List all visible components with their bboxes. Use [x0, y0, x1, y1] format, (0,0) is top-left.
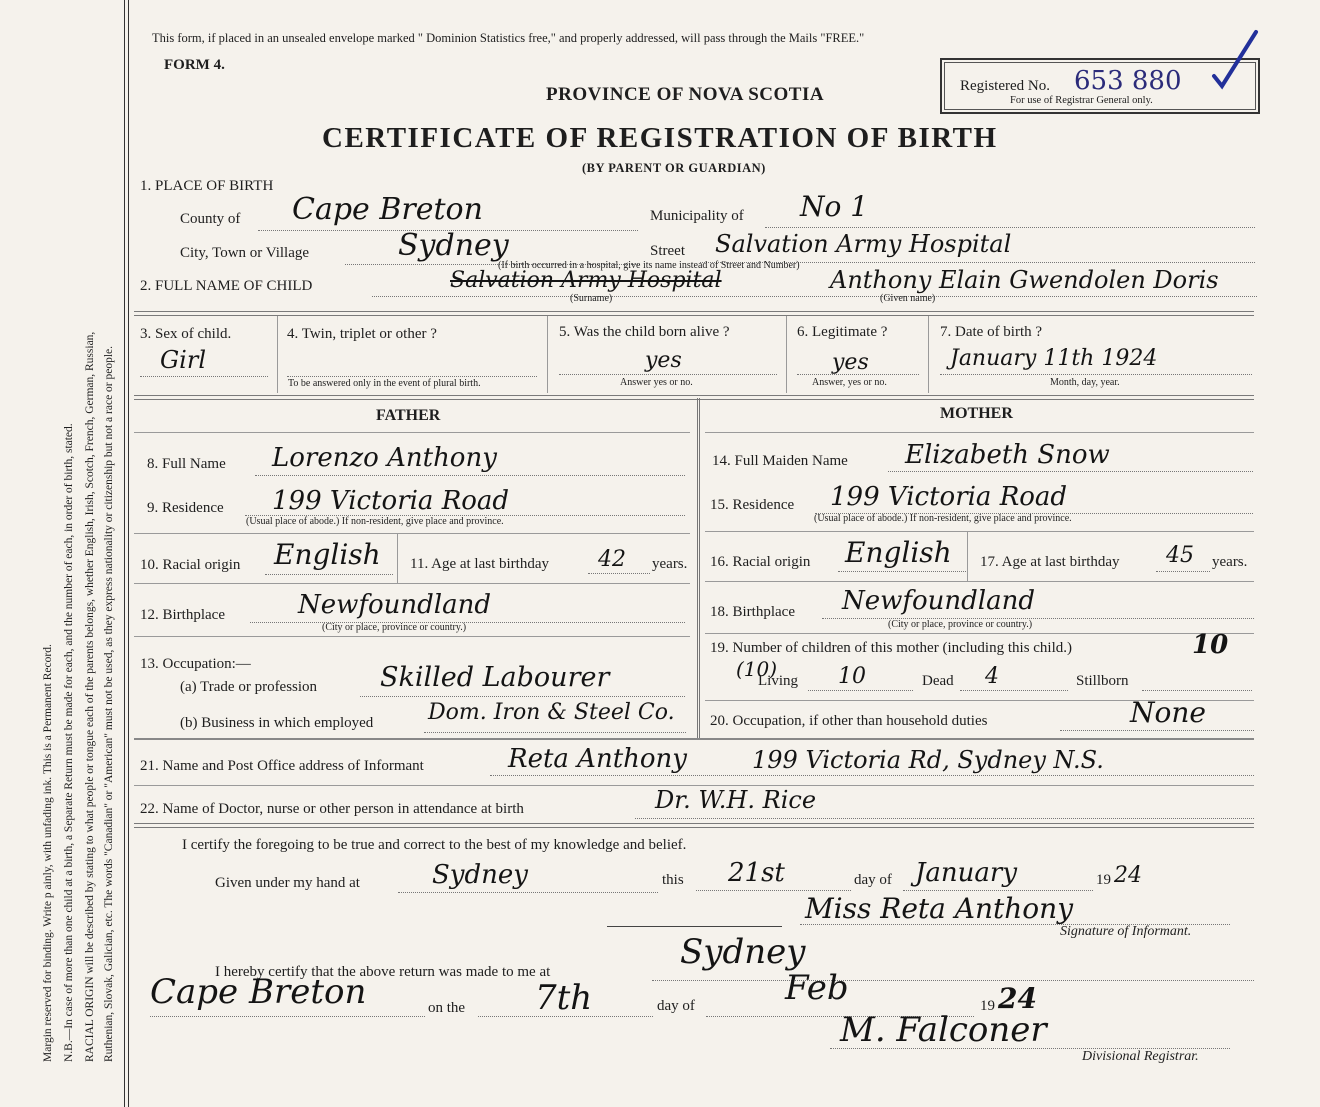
father-name-label: 8. Full Name	[147, 456, 226, 472]
mother-age-label: 17. Age at last birthday	[980, 554, 1120, 570]
registrar-statement: I hereby certify that the above return was made to me at	[215, 964, 551, 980]
dob-label: 7. Date of birth ?	[940, 324, 1043, 340]
registrar-day: 7th	[535, 978, 593, 1018]
mail-notice: This form, if placed in an unsealed envelope marked " Dominion Statistics free," and properly addressed, will pass through the Mails "FREE."	[152, 31, 865, 45]
children-count-mark: (10)	[736, 657, 778, 681]
dob-note: Month, day, year.	[1050, 377, 1120, 388]
born-alive-note: Answer yes or no.	[620, 377, 693, 388]
dob-value: January 11th 1924	[950, 346, 1158, 371]
registered-number: 653 880	[1074, 66, 1182, 96]
mother-heading: MOTHER	[940, 405, 1013, 422]
registrar-county: Cape Breton	[150, 972, 367, 1012]
document-title: CERTIFICATE OF REGISTRATION OF BIRTH	[322, 122, 998, 154]
children-count-label: 19. Number of children of this mother (including this child.)	[710, 640, 1073, 656]
certify-year: 24	[1114, 863, 1142, 888]
registrar-year-prefix: 19	[980, 998, 995, 1014]
registrar-signature: M. Falconer	[840, 1010, 1047, 1050]
mother-residence-note: (Usual place of abode.) If non-resident, give place and province.	[814, 513, 1072, 524]
legitimate-value: yes	[832, 350, 869, 375]
legitimate-label: 6. Legitimate ?	[797, 324, 888, 340]
mother-birthplace-label: 18. Birthplace	[710, 604, 795, 620]
city-label: City, Town or Village	[180, 245, 310, 261]
registrar-place: Sydney	[680, 932, 806, 972]
doctor-label: 22. Name of Doctor, nurse or other person in attendance at birth	[140, 801, 524, 817]
father-birthplace-value: Newfoundland	[298, 590, 492, 620]
father-birthplace-note: (City or place, province or country.)	[322, 622, 467, 633]
registrar-year: 24	[998, 982, 1037, 1015]
margin-rule	[124, 0, 125, 1107]
living-label: Living	[758, 673, 798, 689]
father-residence-value: 199 Victoria Road	[272, 486, 510, 516]
born-alive-value: yes	[645, 348, 682, 373]
father-years-label: years.	[652, 556, 688, 572]
certify-month: January	[915, 858, 1018, 888]
divider-rule	[134, 823, 1254, 828]
mother-racial-label: 16. Racial origin	[710, 554, 811, 570]
business-value: Dom. Iron & Steel Co.	[428, 700, 675, 725]
mother-racial-value: English	[845, 536, 952, 569]
trade-label: (a) Trade or profession	[180, 679, 318, 695]
this-label: this	[662, 872, 684, 888]
registrar-day-of-label: day of	[657, 998, 695, 1014]
twin-note: To be answered only in the event of plural birth.	[288, 378, 481, 389]
father-age-label: 11. Age at last birthday	[410, 556, 549, 572]
mother-name-label: 14. Full Maiden Name	[712, 453, 848, 469]
mother-residence-value: 199 Victoria Road	[830, 482, 1068, 512]
registrar-note: For use of Registrar General only.	[1010, 95, 1153, 106]
father-age-value: 42	[598, 547, 626, 572]
hospital-note: (If birth occurred in a hospital, give its name instead of Street and Number)	[498, 260, 800, 271]
twin-label: 4. Twin, triplet or other ?	[287, 326, 437, 342]
mother-years-label: years.	[1212, 554, 1248, 570]
sex-label: 3. Sex of child.	[140, 326, 232, 342]
day-of-label: day of	[854, 872, 892, 888]
father-heading: FATHER	[376, 407, 441, 424]
margin-note-2: N.B.—In case of more than one child at a birth, a Separate Return must be made for each, and the number of each, in order of birth, stated.	[63, 423, 75, 1062]
informant-label: 21. Name and Post Office address of Informant	[140, 758, 424, 774]
father-racial-label: 10. Racial origin	[140, 557, 241, 573]
doctor-name: Dr. W.H. Rice	[655, 786, 817, 814]
dead-value: 4	[985, 664, 999, 689]
mother-residence-label: 15. Residence	[710, 497, 795, 513]
certify-statement: I certify the foregoing to be true and correct to the best of my knowledge and belief.	[182, 837, 687, 853]
father-racial-value: English	[274, 538, 381, 571]
street-label: Street	[650, 243, 685, 259]
given-under-label: Given under my hand at	[215, 875, 360, 891]
column-divider	[697, 398, 700, 738]
check-mark-icon	[1210, 28, 1260, 90]
registered-label: Registered No.	[960, 78, 1050, 94]
certify-place: Sydney	[432, 860, 528, 890]
on-the-label: on the	[428, 1000, 466, 1016]
mother-occupation-value: None	[1130, 696, 1206, 729]
given-name-caption: (Given name)	[880, 293, 936, 304]
surname-caption: (Surname)	[570, 293, 613, 304]
certify-year-prefix: 19	[1096, 872, 1111, 888]
municipality-value: No 1	[800, 190, 869, 223]
municipality-label: Municipality of	[650, 208, 744, 224]
mother-name-value: Elizabeth Snow	[905, 440, 1110, 470]
father-residence-note: (Usual place of abode.) If non-resident, give place and province.	[246, 516, 504, 527]
margin-rule-inner	[128, 0, 129, 1107]
mother-age-value: 45	[1166, 543, 1194, 568]
county-label: County of	[180, 211, 241, 227]
street-value: Salvation Army Hospital	[715, 230, 1012, 258]
father-birthplace-label: 12. Birthplace	[140, 607, 225, 623]
mother-birthplace-value: Newfoundland	[842, 586, 1036, 616]
living-value: 10	[838, 664, 866, 689]
binding-margin	[0, 0, 122, 1107]
margin-note-1: Margin reserved for binding. Write p ainly, with unfading ink. This is a Permanent Record.	[42, 644, 54, 1062]
born-alive-label: 5. Was the child born alive ?	[559, 324, 730, 340]
sex-value: Girl	[160, 346, 206, 374]
informant-name: Reta Anthony	[508, 744, 687, 774]
children-count-value: 10	[1192, 630, 1229, 660]
city-value: Sydney	[398, 228, 509, 263]
child-surname-struck: Salvation Army Hospital	[450, 268, 722, 293]
father-residence-label: 9. Residence	[147, 500, 224, 516]
mother-occupation-label: 20. Occupation, if other than household duties	[710, 713, 988, 729]
occupation-label: 13. Occupation:—	[140, 656, 251, 672]
dead-label: Dead	[922, 673, 954, 689]
province-heading: PROVINCE OF NOVA SCOTIA	[546, 84, 825, 105]
mother-birthplace-note: (City or place, province or country.)	[888, 619, 1033, 630]
informant-signature: Miss Reta Anthony	[805, 892, 1074, 925]
stillborn-label: Stillborn	[1076, 673, 1129, 689]
certify-day: 21st	[728, 858, 785, 888]
child-name-label: 2. FULL NAME OF CHILD	[140, 278, 313, 294]
father-name-value: Lorenzo Anthony	[272, 443, 497, 473]
divider-rule	[134, 311, 1254, 316]
place-of-birth-label: 1. PLACE OF BIRTH	[140, 178, 274, 194]
child-given-names: Anthony Elain Gwendolen Doris	[830, 266, 1219, 294]
form-number: FORM 4.	[164, 57, 225, 73]
county-value: Cape Breton	[292, 192, 483, 227]
divider-rule	[134, 395, 1254, 400]
legitimate-note: Answer, yes or no.	[812, 377, 887, 388]
informant-signature-label: Signature of Informant.	[1060, 924, 1192, 939]
trade-value: Skilled Labourer	[380, 662, 610, 693]
margin-note-4: Ruthenian, Slovak, Galician, etc. The words "Canadian" or "American" must not be used, as they express nationality or citizenship but not a race or people.	[103, 345, 115, 1062]
margin-note-3: RACIAL ORIGIN will be described by stating to what people or tongue each of the parents belongs, whether English, Irish, Scotch, French, German, Russian,	[84, 331, 96, 1062]
registrar-month: Feb	[785, 968, 849, 1008]
informant-address: 199 Victoria Rd, Sydney N.S.	[752, 746, 1104, 774]
registrar-signature-label: Divisional Registrar.	[1082, 1049, 1199, 1064]
document-subtitle: (BY PARENT OR GUARDIAN)	[582, 161, 766, 175]
business-label: (b) Business in which employed	[180, 715, 374, 731]
